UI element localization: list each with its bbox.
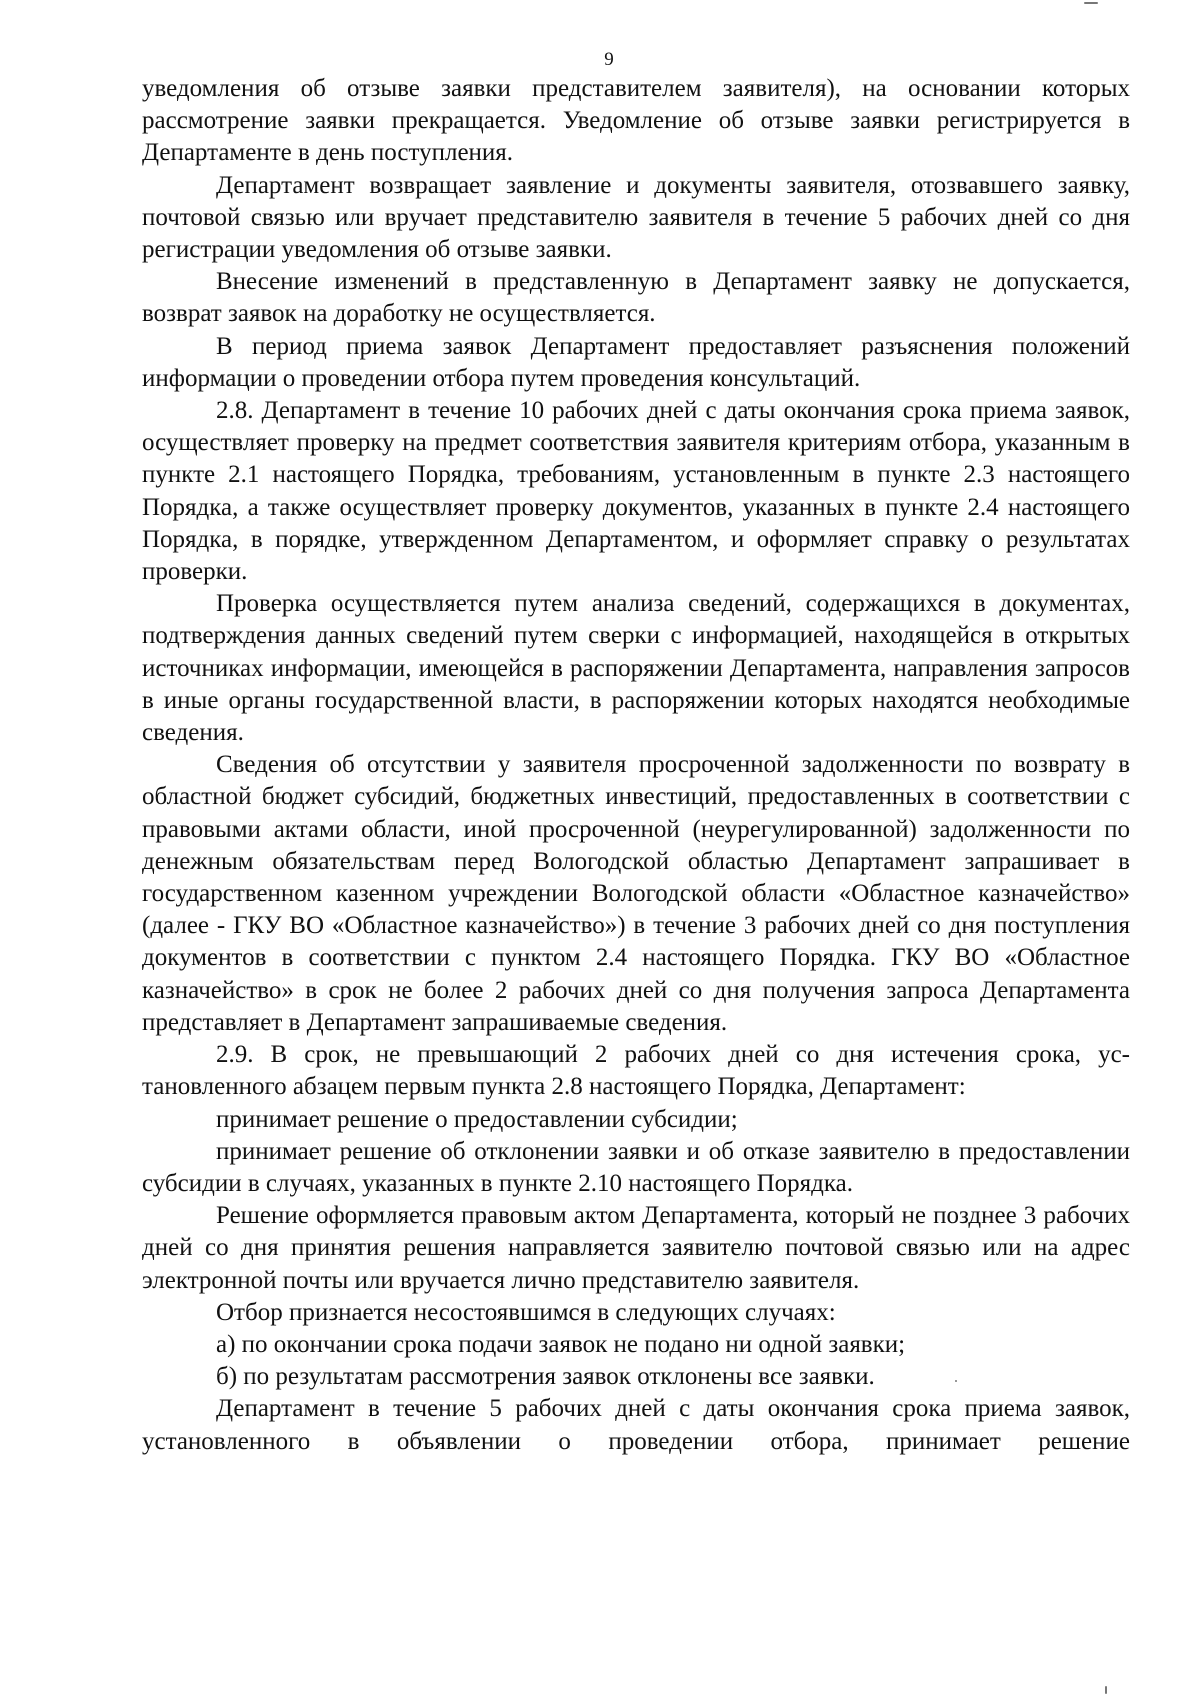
paragraph-clause-2-9: 2.9. В срок, не превышающий 2 рабочих дней со дня истечения срока, установленного абзацем первым пункта 2.8 настоящего Порядка, Департамент: [142, 1041, 1130, 1101]
paragraph: В период приема заявок Департамент предоставляет разъяснения положений информации о проведении отбора путем проведения консультаций. [142, 332, 1130, 392]
paragraph: принимает решение о предоставлении субсидии; [216, 1105, 738, 1133]
paragraph-clause-2-8: 2.8. Департамент в течение 10 рабочих дней с даты окончания срока приема заявок, осуществляет проверку на предмет соответствия заявителя критериям отбора, указанным в пункте 2.1 настоящего Порядка, требованиям, установленным в пункте 2.3 настоящего Порядка, а также осуществляет проверку документов, указанных в пункте 2.4 настоящего Порядка, в порядке, утвержденном Департаментом, и оформляет справку о результатах проверки. [142, 397, 1130, 586]
scan-speck [1105, 1686, 1107, 1694]
paragraph: Сведения об отсутствии у заявителя просроченной задолженности по возврату в областной бюджет субсидий, бюджетных инвестиций, предоставленных в соответствии с правовыми актами области, иной просроченной (неурегулированной) задолженности по денежным обязательствам перед Вологодской областью Департамент запрашивает в государственном казенном учреждении Вологодской области «Областное казначейство» (далее - ГКУ ВО «Областное казначейство») в течение 3 рабочих дней со дня поступления документов в соответствии с пунктом 2.4 настоящего Порядка. ГКУ ВО «Областное казначейство» в срок не более 2 рабочих дней со дня получения запроса Департамента представляет в Департамент запрашиваемые сведения. [142, 751, 1130, 1036]
document-body [142, 73, 1130, 1458]
paragraph: принимает решение об отклонении заявки и об отказе заявителю в предоставлении субсидии в случаях, указанных в пункте 2.10 настоящего Порядка. [142, 1137, 1130, 1197]
scan-speck [955, 1380, 957, 1382]
paragraph: Проверка осуществляется путем анализа сведений, содержащихся в документах, подтверждения данных сведений путем сверки с информацией, находящейся в открытых источниках информации, имеющейся в распоряжении Департамента, направления запросов в иные органы государственной власти, в распоряжении которых находятся необходимые сведения. [142, 590, 1130, 747]
scan-speck [1084, 2, 1098, 4]
paragraph: Внесение изменений в представленную в Департамент заявку не допускается, возврат заявок на доработку не осуществляется. [142, 268, 1130, 328]
paragraph: Департамент возвращает заявление и документы заявителя, отозвавшего заявку, почтовой связью или вручает представителю заявителя в течение 5 рабочих дней со дня регистрации уведомления об отзыве заявки. [142, 171, 1130, 264]
paragraph: Отбор признается несостоявшимся в следующих случаях: [216, 1298, 836, 1326]
paragraph-continued: уведомления об отзыве заявки представителем заявителя), на основании которых рассмотрение заявки прекращается. Уведомление об отзыве заявки регистрируется в Департаменте в день поступления. [142, 75, 1130, 167]
list-item: б) по результатам рассмотрения заявок отклонены все заявки. [216, 1363, 875, 1391]
list-item: а) по окончании срока подачи заявок не подано ни одной заявки; [216, 1330, 906, 1358]
paragraph: Решение оформляется правовым актом Департамента, который не позднее 3 рабочих дней со дня принятия решения направляется заявителю почтовой связью или на адрес электронной почты или вручается лично представителю заявителя. [142, 1202, 1130, 1294]
paragraph-continues: Департамент в течение 5 рабочих дней с даты окончания срока приема заявок, установленного в объявлении о проведении отбора, принимает решение [142, 1395, 1130, 1455]
page-number: 9 [604, 49, 614, 70]
